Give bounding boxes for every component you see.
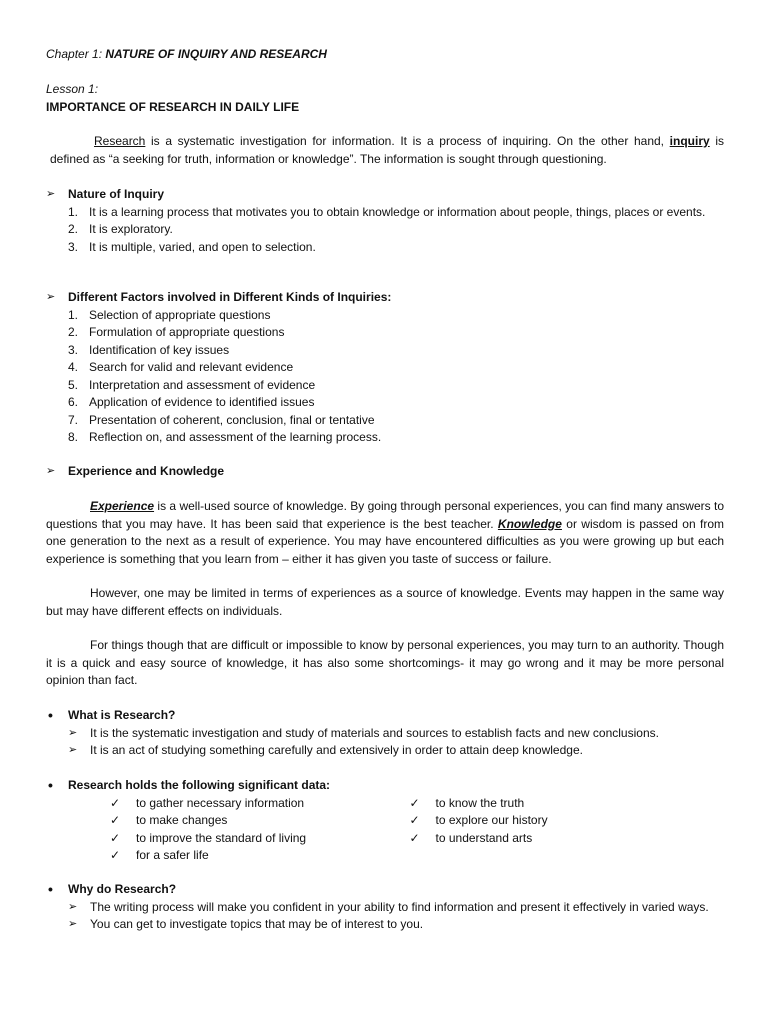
list-item [46, 394, 724, 412]
item-text: It is exploratory. [89, 222, 173, 236]
significant-checklist [46, 795, 724, 865]
item-number: 2. [68, 222, 79, 236]
checklist-text: to make changes [136, 813, 228, 827]
checklist-text: to gather necessary information [136, 795, 305, 810]
item-number: 3. [68, 342, 79, 357]
item-text: You can get to investigate topics that may be of interest to you. [90, 917, 424, 931]
arrow-bullet-icon: ➢ [46, 291, 56, 303]
checkmark-icon: ✓ [110, 813, 121, 827]
item-text: Interpretation and assessment of evidence [89, 377, 316, 392]
what-research-heading [46, 707, 724, 725]
item-number: 4. [68, 360, 79, 374]
checkmark-icon: ✓ [409, 795, 420, 810]
paragraph-text: For things though that are difficult or impossible to know by personal experiences, you may turn to an authority. Though it is a quick and easy source of knowledge, it has also some shortcomings- it may go wrong and it may be more personal opinion than fact. [46, 638, 724, 687]
significant-heading-text: Research holds the following significant data: [68, 778, 331, 792]
term-knowledge: Knowledge [497, 516, 562, 531]
checklist-column-2 [410, 795, 724, 865]
item-text: It is multiple, varied, and open to selection. [89, 239, 316, 254]
item-text: Application of evidence to identified issues [89, 395, 315, 409]
chapter-heading [46, 46, 724, 64]
experience-paragraph-1 [46, 498, 724, 568]
what-research-heading-text: What is Research? [68, 708, 176, 722]
list-item [46, 377, 724, 395]
arrow-bullet-icon: ➢ [68, 726, 78, 739]
significant-heading [46, 777, 724, 795]
checklist-text: to improve the standard of living [136, 830, 307, 845]
list-item [46, 324, 724, 342]
checklist-text: to know the truth [435, 795, 525, 810]
item-text: The writing process will make you confident in your ability to find information and present it effectively in varied ways. [90, 899, 709, 914]
item-text: Identification of key issues [89, 342, 230, 357]
list-item [46, 742, 724, 760]
checkmark-icon: ✓ [409, 830, 420, 845]
item-number: 1. [68, 307, 79, 322]
bullet-icon: • [48, 881, 53, 897]
term-experience: Experience [90, 499, 155, 513]
checklist-item [410, 830, 724, 848]
why-research-section [46, 881, 724, 934]
item-text: It is a learning process that motivates you to obtain knowledge or information about people, things, places or events. [89, 204, 706, 219]
experience-paragraph-3 [46, 637, 724, 690]
nature-heading-text: Nature of Inquiry [68, 187, 165, 201]
list-item [46, 412, 724, 430]
item-number: 3. [68, 239, 79, 254]
factors-heading [46, 289, 724, 307]
list-item [46, 307, 724, 325]
lesson-title: IMPORTANCE OF RESEARCH IN DAILY LIFE [46, 100, 300, 114]
list-item [46, 221, 724, 239]
checkmark-icon: ✓ [110, 795, 121, 810]
factors-section [46, 289, 724, 447]
term-research: Research [94, 134, 146, 148]
arrow-bullet-icon: ➢ [46, 465, 56, 477]
list-item [46, 239, 724, 257]
lesson-label [46, 81, 724, 99]
intro-text-2: is defined as “a seeking for truth, information or knowledge”. The information is sought through questioning. [50, 134, 725, 166]
nature-section [46, 186, 724, 256]
arrow-bullet-icon: ➢ [68, 900, 78, 913]
factors-heading-text: Different Factors involved in Different Kinds of Inquiries: [68, 290, 392, 304]
paragraph-text: or wisdom is passed on from one generation to the next as a result of experience. You may have encountered difficulties as you were growing up but each experience is something that you learn from – either it has given you taste of success or failure. [46, 516, 724, 566]
term-inquiry: inquiry [669, 134, 710, 148]
list-item [46, 916, 724, 934]
chapter-title: NATURE OF INQUIRY AND RESEARCH [105, 47, 327, 61]
list-item [46, 429, 724, 447]
list-item [46, 359, 724, 377]
bullet-icon: • [48, 707, 53, 723]
paragraph-text: is a well-used source of knowledge. By going through personal experiences, you can find many answers to questions that you may have. It has been said that experience is the best teacher. [46, 499, 724, 531]
item-text: Presentation of coherent, conclusion, final or tentative [89, 412, 375, 427]
checklist-item [110, 812, 410, 830]
experience-heading-text: Experience and Knowledge [68, 464, 225, 478]
lesson-label-text: Lesson 1: [46, 82, 99, 96]
experience-heading-row [46, 463, 724, 481]
bullet-icon: • [48, 777, 53, 793]
item-number: 8. [68, 430, 79, 444]
paragraph-text: However, one may be limited in terms of experiences as a source of knowledge. Events may happen in the same way but may have different effects on individuals. [46, 586, 724, 618]
intro-paragraph [50, 133, 724, 168]
chapter-prefix: Chapter 1: [46, 47, 103, 61]
list-item [46, 899, 724, 917]
checkmark-icon: ✓ [409, 813, 420, 827]
checklist-item [410, 812, 724, 830]
item-number: 7. [68, 412, 79, 427]
item-text: Formulation of appropriate questions [89, 325, 285, 339]
item-number: 2. [68, 325, 79, 339]
item-text: It is an act of studying something carefully and extensively in order to attain deep knowledge. [90, 743, 583, 757]
list-item [46, 342, 724, 360]
significant-section [46, 777, 724, 865]
arrow-bullet-icon: ➢ [68, 918, 78, 930]
why-research-heading [46, 881, 724, 899]
checklist-text: for a safer life [136, 848, 209, 862]
item-number: 5. [68, 377, 79, 392]
arrow-bullet-icon: ➢ [68, 744, 78, 756]
item-text: Reflection on, and assessment of the learning process. [89, 430, 382, 444]
experience-paragraph-2 [46, 585, 724, 620]
item-text: Selection of appropriate questions [89, 307, 271, 322]
nature-heading [46, 186, 724, 204]
checklist-item [410, 795, 724, 813]
checklist-item [110, 795, 410, 813]
factors-list [46, 307, 724, 447]
item-number: 6. [68, 395, 79, 409]
item-text: Search for valid and relevant evidence [89, 360, 294, 374]
checklist-column-1 [46, 795, 410, 865]
why-research-heading-text: Why do Research? [68, 882, 177, 896]
intro-text-1: is a systematic investigation for information. It is a process of inquiring. On the other hand, [145, 134, 670, 148]
checklist-item [110, 847, 410, 865]
nature-list [46, 204, 724, 257]
checklist-text: to explore our history [435, 813, 548, 827]
list-item [46, 204, 724, 222]
checkmark-icon: ✓ [110, 848, 121, 862]
list-item [46, 725, 724, 743]
checkmark-icon: ✓ [110, 830, 121, 845]
what-research-section [46, 707, 724, 760]
item-number: 1. [68, 204, 79, 219]
arrow-bullet-icon: ➢ [46, 188, 56, 200]
checklist-item [110, 830, 410, 848]
checklist-text: to understand arts [435, 830, 533, 845]
experience-heading [46, 463, 724, 481]
item-text: It is the systematic investigation and study of materials and sources to establish facts and new conclusions. [90, 725, 659, 740]
